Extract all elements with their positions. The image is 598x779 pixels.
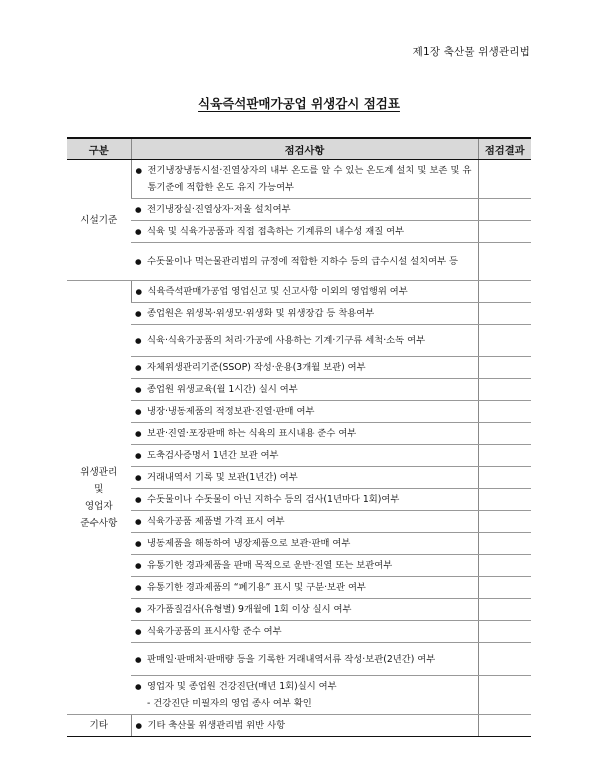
inspection-checklist-table [67,137,531,737]
table-row [67,715,531,737]
result-cell[interactable] [478,643,531,676]
result-cell[interactable] [478,325,531,357]
result-cell[interactable] [478,621,531,643]
check-item-text: 자체위생관리기준(SSOP) 작성·운용(3개월 보관) 여부 [147,362,366,373]
category-cell [67,160,131,281]
result-cell[interactable] [478,160,531,199]
result-cell[interactable] [478,281,531,303]
table-row [67,357,531,379]
table-row [67,445,531,467]
category-label-line: 기타 [89,720,109,731]
check-item-cell [131,489,478,511]
bullet-icon: ● [135,473,142,482]
result-cell[interactable] [478,423,531,445]
table-row [67,489,531,511]
category-label-line: 위생관리 [80,466,118,478]
check-item-cell [131,281,478,303]
table-row [67,281,531,303]
table-row [67,401,531,423]
bullet-icon: ● [135,309,142,318]
check-item-text: 종업원은 위생복·위생모·위생화 및 위생장갑 등 착용여부 [147,308,375,319]
table-row [67,243,531,281]
result-cell[interactable] [478,489,531,511]
bullet-icon: ● [135,166,143,175]
table-row [67,423,531,445]
table-row [67,325,531,357]
table-row [67,555,531,577]
table-row [67,643,531,676]
check-item-cell [131,379,478,401]
check-item-cell [131,423,478,445]
check-item-text: 유통기한 경과제품을 판매 목적으로 운반·진열 또는 보관여부 [147,560,393,571]
check-item-text: 종업원 위생교육(월 1시간) 실시 여부 [147,384,298,395]
bullet-icon: ● [135,363,142,372]
result-cell[interactable] [478,357,531,379]
check-item-cell [131,467,478,489]
table-row [67,379,531,401]
result-cell[interactable] [478,401,531,423]
check-item-cell [131,577,478,599]
check-item-cell [131,533,478,555]
check-item-cell [131,243,478,281]
table-header-row [67,138,531,160]
result-cell[interactable] [478,715,531,737]
check-item-text: 자가품질검사(유형별) 9개월에 1회 이상 실시 여부 [147,604,352,615]
check-item-text: 냉동제품을 해동하여 냉장제품으로 보관·판매 여부 [147,538,351,549]
check-item-text: 식육가공품 제품별 가격 표시 여부 [147,516,285,527]
bullet-icon: ● [135,227,142,236]
table-row [67,467,531,489]
bullet-icon: ● [135,407,142,416]
chapter-header: 제1장 축산물 위생관리법 [412,46,530,58]
check-item-text: 수돗물이나 먹는물관리법의 규정에 적합한 지하수 등의 급수시설 설치여부 등 [147,256,459,267]
check-item-cell [131,160,478,199]
bullet-icon: ● [135,583,142,592]
bullet-icon: ● [135,627,142,636]
check-item-cell [131,621,478,643]
check-item-text: 보관·진열·포장판매 하는 식육의 표시내용 준수 여부 [147,428,357,439]
table-row [67,221,531,243]
check-item-text: 유통기한 경과제품의 “폐기용” 표시 및 구분·보관 여부 [147,582,366,593]
bullet-icon: ● [135,205,142,214]
bullet-icon: ● [135,721,143,730]
column-header-result: 점검결과 [478,138,531,160]
check-item-cell [131,676,478,715]
result-cell[interactable] [478,445,531,467]
check-item-subnote: - 건강진단 미필자의 영업 종사 여부 확인 [147,698,312,709]
check-item-cell [131,555,478,577]
check-item-cell [131,715,478,737]
table-row [67,599,531,621]
category-cell [67,281,131,715]
document-title: 식육즉석판매가공업 위생감시 점검표 [198,96,400,111]
bullet-icon: ● [135,495,142,504]
check-item-text: 냉장·냉동제품의 적정보관·진열·판매 여부 [147,406,315,417]
bullet-icon: ● [135,539,142,548]
bullet-icon: ● [135,385,142,394]
table-row [67,676,531,715]
bullet-icon: ● [135,336,142,345]
bullet-icon: ● [135,654,142,664]
check-item-text: 식육·식육가공품의 처리·가공에 사용하는 기계·기구류 세척·소독 여부 [147,335,426,346]
bullet-icon: ● [135,451,142,460]
result-cell[interactable] [478,599,531,621]
check-item-cell [131,221,478,243]
check-item-cell [131,599,478,621]
category-label-line: 및 [94,483,104,495]
result-cell[interactable] [478,533,531,555]
check-item-text: 판매일·판매처·판매량 등을 기록한 거래내역서류 작성·보관(2년간) 여부 [147,653,436,665]
check-item-text: 영업자 및 종업원 건강진단(매년 1회)실시 여부 [147,681,337,692]
table-row [67,577,531,599]
category-label-line: 영업자 [84,500,113,512]
check-item-cell [131,199,478,221]
check-item-text: 기타 축산물 위생관리법 위반 사항 [147,720,286,731]
result-cell[interactable] [478,511,531,533]
check-item-text: 식육 및 식육가공품과 직접 접촉하는 기계류의 내수성 재질 여부 [147,226,405,237]
check-item-text: 도축검사증명서 1년간 보관 여부 [147,450,279,461]
result-cell[interactable] [478,243,531,281]
check-item-text: 수돗물이나 수돗물이 아닌 지하수 등의 검사(1년마다 1회)여부 [147,494,400,505]
result-cell[interactable] [478,199,531,221]
table-row [67,199,531,221]
bullet-icon: ● [135,257,142,266]
bullet-icon: ● [135,682,142,691]
check-item-cell [131,357,478,379]
column-header-category: 구분 [67,138,131,160]
result-cell[interactable] [478,303,531,325]
table-row [67,621,531,643]
bullet-icon: ● [135,517,142,526]
check-item-text: 식육즉석판매가공업 영업신고 및 신고사항 이외의 영업행위 여부 [147,286,408,297]
check-item-cell [131,325,478,357]
column-header-items: 점검사항 [131,138,478,160]
check-item-text: 전기냉장냉동시설·진열상자의 내부 온도를 알 수 있는 온도계 설치 및 보존 및 유통기준에 적합한 온도 유지 가능여부 [147,165,472,193]
category-cell [67,715,131,737]
check-item-cell [131,401,478,423]
table-row [67,160,531,199]
bullet-icon: ● [135,561,142,570]
check-item-cell [131,511,478,533]
check-item-cell [131,303,478,325]
check-item-text: 식육가공품의 표시사항 준수 여부 [147,626,282,637]
check-item-cell [131,445,478,467]
bullet-icon: ● [135,429,142,438]
result-cell[interactable] [478,467,531,489]
result-cell[interactable] [478,676,531,715]
table-row [67,533,531,555]
check-item-text: 전기냉장실·진열상자·저울 설치여부 [147,204,291,215]
table-row [67,303,531,325]
result-cell[interactable] [478,379,531,401]
result-cell[interactable] [478,555,531,577]
bullet-icon: ● [135,287,143,296]
check-item-cell [131,643,478,676]
result-cell[interactable] [478,577,531,599]
bullet-icon: ● [135,605,142,614]
result-cell[interactable] [478,221,531,243]
category-label-line: 시설기준 [80,214,118,226]
category-label-line: 준수사항 [80,517,118,529]
table-row [67,511,531,533]
check-item-text: 거래내역서 기록 및 보관(1년간) 여부 [147,472,298,483]
